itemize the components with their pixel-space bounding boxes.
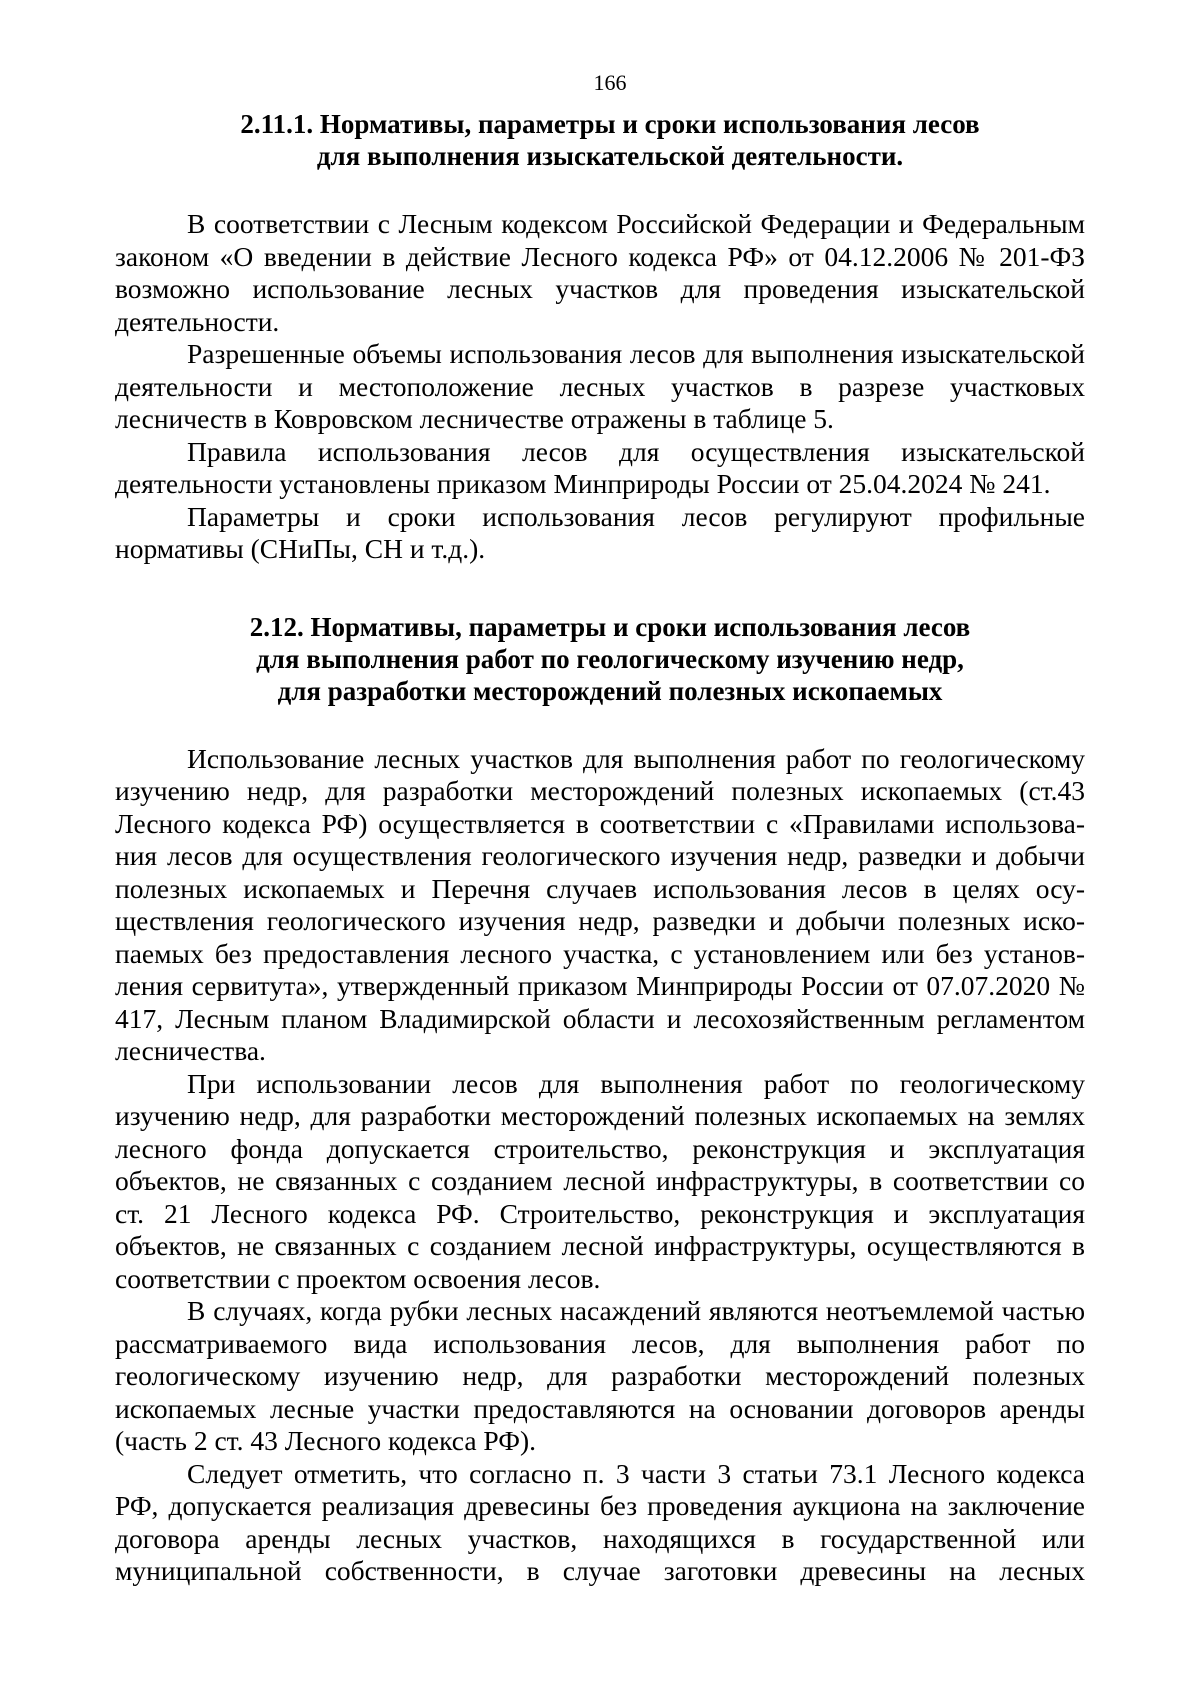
heading-line: для выполнения изыскательской деятельности. [316, 141, 904, 171]
paragraph: Использование лесных участков для выполнения работ по геологическому изучению недр, для разработки месторождений полезных ископаемых (ст.43 Лесного кодекса РФ) осуществляется в соответствии с «Правилами использования лесов для осуществления геологического изучения недр, разведки и добычи полезных ископаемых и Перечня случаев использования лесов в целях осуществления геологического изучения недр, разведки и добычи полезных ископаемых без предоставления лесного участка, с установлением или без установления сервитута», утвержденный приказом Минприроды России от 07.07.2020 № 417, Лесным планом Владимирской области и лесохозяйственным регламентом лесничества. [115, 742, 1085, 1066]
page-number: 166 [593, 70, 627, 95]
paragraph: В соответствии с Лесным кодексом Российской Федерации и Федеральным законом «О введении в действие Лесного кодекса РФ» от 04.12.2006 № 201-ФЗ возможно использование лесных участков для проведения изыскательской деятельности. [115, 208, 1085, 337]
section-body-2-11-1 [115, 208, 1085, 566]
heading-line: 2.11.1. Нормативы, параметры и сроки использования лесов [240, 109, 980, 139]
paragraph: Правила использования лесов для осуществления изыскательской деятельности установлены приказом Минприроды России от 25.04.2024 № 241. [115, 435, 1085, 499]
paragraph: Параметры и сроки использования лесов регулируют профильные нормативы (СНиПы, СН и т.д.). [115, 500, 1085, 564]
section-heading-2-12 [135, 611, 1085, 707]
paragraph: При использовании лесов для выполнения работ по геологическому изучению недр, для разработки месторождений полезных ископаемых на землях лесного фонда допускается строительство, реконструкция и эксплуатация объектов, не связанных с созданием лесной инфраструктуры, в соответствии со ст. 21 Лесного кодекса РФ. Строительство, реконструкция и эксплуатация объектов, не связанных с созданием лесной инфраструктуры, осуществляются в соответствии с проектом освоения лесов. [115, 1067, 1085, 1294]
section-heading-2-11-1 [135, 108, 1085, 172]
section-body-2-12 [115, 743, 1085, 1588]
document-page [115, 70, 1085, 1588]
heading-line: для разработки месторождений полезных ископаемых [277, 675, 943, 706]
paragraph: Разрешенные объемы использования лесов для выполнения изыскательской деятельности и местоположение лесных участков в разрезе участковых лесничеств в Ковровском лесничестве отражены в таблице 5. [115, 338, 1085, 434]
paragraph: Следует отметить, что согласно п. 3 части 3 статьи 73.1 Лесного кодекса РФ, допускается реализация древесины без проведения аукциона на заключение договора аренды лесных участков, находящихся в государственной или муниципальной собственности, в случае заготовки древесины на лесных [115, 1457, 1085, 1586]
heading-line: для выполнения работ по геологическому изучению недр, [256, 643, 964, 674]
heading-line: 2.12. Нормативы, параметры и сроки использования лесов [249, 611, 971, 642]
paragraph: В случаях, когда рубки лесных насаждений являются неотъемлемой частью рассматриваемого вида использования лесов, для выполнения работ по геологическому изучению недр, для разработки месторождений полезных ископаемых лесные участки предоставляются на основании договоров аренды (часть 2 ст. 43 Лесного кодекса РФ). [115, 1295, 1085, 1456]
